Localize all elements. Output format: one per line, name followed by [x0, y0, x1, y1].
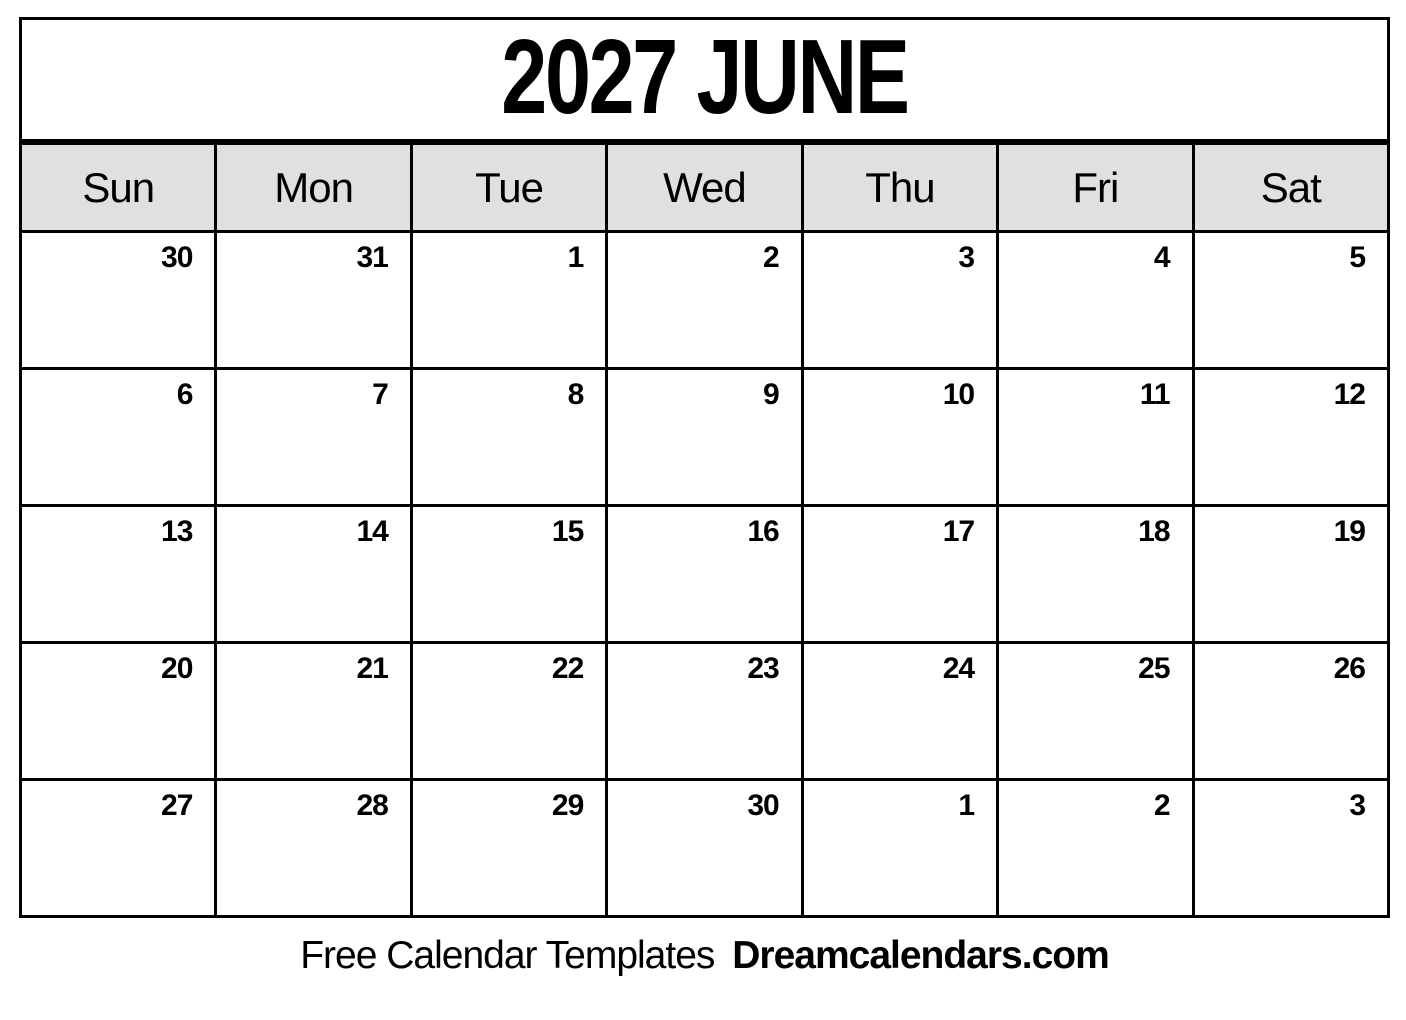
day-number: 2: [1153, 789, 1170, 822]
day-number: 23: [747, 652, 779, 685]
day-cell: [1193, 780, 1388, 917]
day-cell: [21, 369, 216, 506]
day-number: 1: [958, 789, 975, 822]
week-row-4: [21, 643, 1389, 780]
day-number: 25: [1138, 652, 1170, 685]
day-cell: [998, 232, 1193, 369]
week-row-1: [21, 232, 1389, 369]
day-number: 12: [1333, 378, 1365, 411]
day-number: 28: [356, 789, 388, 822]
day-number: 20: [161, 652, 193, 685]
day-cell: [411, 506, 606, 643]
day-cell: [411, 780, 606, 917]
weekday-header-wed: Wed: [607, 144, 802, 232]
day-cell: [607, 369, 802, 506]
day-cell: [21, 643, 216, 780]
day-number: 30: [747, 789, 779, 822]
footer-brand: Dreamcalendars.com: [732, 934, 1109, 977]
day-number: 19: [1333, 515, 1365, 548]
day-cell: [802, 643, 997, 780]
day-cell: [216, 643, 411, 780]
footer-text: Free Calendar Templates: [300, 934, 715, 977]
day-number: 24: [942, 652, 975, 685]
day-number: 9: [763, 378, 779, 411]
weekday-header-tue: Tue: [411, 144, 606, 232]
day-cell: [21, 780, 216, 917]
day-cell: [607, 506, 802, 643]
day-cell: [607, 232, 802, 369]
day-number: 27: [161, 789, 193, 822]
day-cell: [21, 232, 216, 369]
weekday-header-row: [21, 144, 1389, 232]
day-cell: [998, 369, 1193, 506]
calendar-table: [19, 142, 1390, 918]
calendar-grid: [21, 232, 1389, 917]
day-number: 10: [942, 378, 975, 411]
week-row-2: [21, 369, 1389, 506]
day-cell: [998, 506, 1193, 643]
day-number: 14: [356, 515, 388, 548]
day-number: 22: [551, 652, 584, 685]
day-number: 2: [763, 241, 779, 274]
day-number: 5: [1349, 241, 1365, 274]
day-number: 4: [1153, 241, 1170, 274]
weekday-header-mon: Mon: [216, 144, 411, 232]
day-number: 29: [551, 789, 584, 822]
day-number: 7: [372, 378, 388, 411]
day-cell: [216, 780, 411, 917]
day-cell: [411, 369, 606, 506]
day-cell: [802, 369, 997, 506]
weekday-header-thu: Thu: [802, 144, 997, 232]
day-number: 11: [1139, 378, 1170, 411]
day-number: 30: [161, 241, 193, 274]
day-number: 8: [567, 378, 584, 411]
day-number: 18: [1138, 515, 1170, 548]
day-number: 16: [747, 515, 779, 548]
day-number: 31: [356, 241, 388, 274]
day-cell: [1193, 232, 1388, 369]
footer: [19, 934, 1390, 978]
day-number: 21: [356, 652, 388, 685]
calendar-container: [19, 17, 1390, 978]
calendar-title: 2027 JUNE: [501, 17, 908, 136]
day-cell: [216, 232, 411, 369]
day-number: 13: [161, 515, 193, 548]
day-cell: [802, 506, 997, 643]
day-number: 15: [551, 515, 584, 548]
day-cell: [607, 643, 802, 780]
day-cell: [1193, 506, 1388, 643]
day-cell: [1193, 643, 1388, 780]
day-cell: [998, 643, 1193, 780]
day-cell: [216, 369, 411, 506]
day-cell: [21, 506, 216, 643]
day-cell: [802, 780, 997, 917]
day-cell: [1193, 369, 1388, 506]
day-number: 3: [958, 241, 975, 274]
day-cell: [802, 232, 997, 369]
weekday-header-fri: Fri: [998, 144, 1193, 232]
day-number: 6: [176, 378, 193, 411]
weekday-header-sun: Sun: [21, 144, 216, 232]
day-cell: [411, 232, 606, 369]
day-number: 26: [1333, 652, 1365, 685]
day-cell: [411, 643, 606, 780]
day-cell: [607, 780, 802, 917]
week-row-5: [21, 780, 1389, 917]
weekday-header-sat: Sat: [1193, 144, 1388, 232]
weekday-row: [21, 144, 1389, 232]
calendar-title-box: [19, 17, 1390, 142]
day-number: 1: [567, 241, 584, 274]
day-cell: [998, 780, 1193, 917]
day-number: 3: [1349, 789, 1365, 822]
day-number: 17: [942, 515, 975, 548]
week-row-3: [21, 506, 1389, 643]
day-cell: [216, 506, 411, 643]
